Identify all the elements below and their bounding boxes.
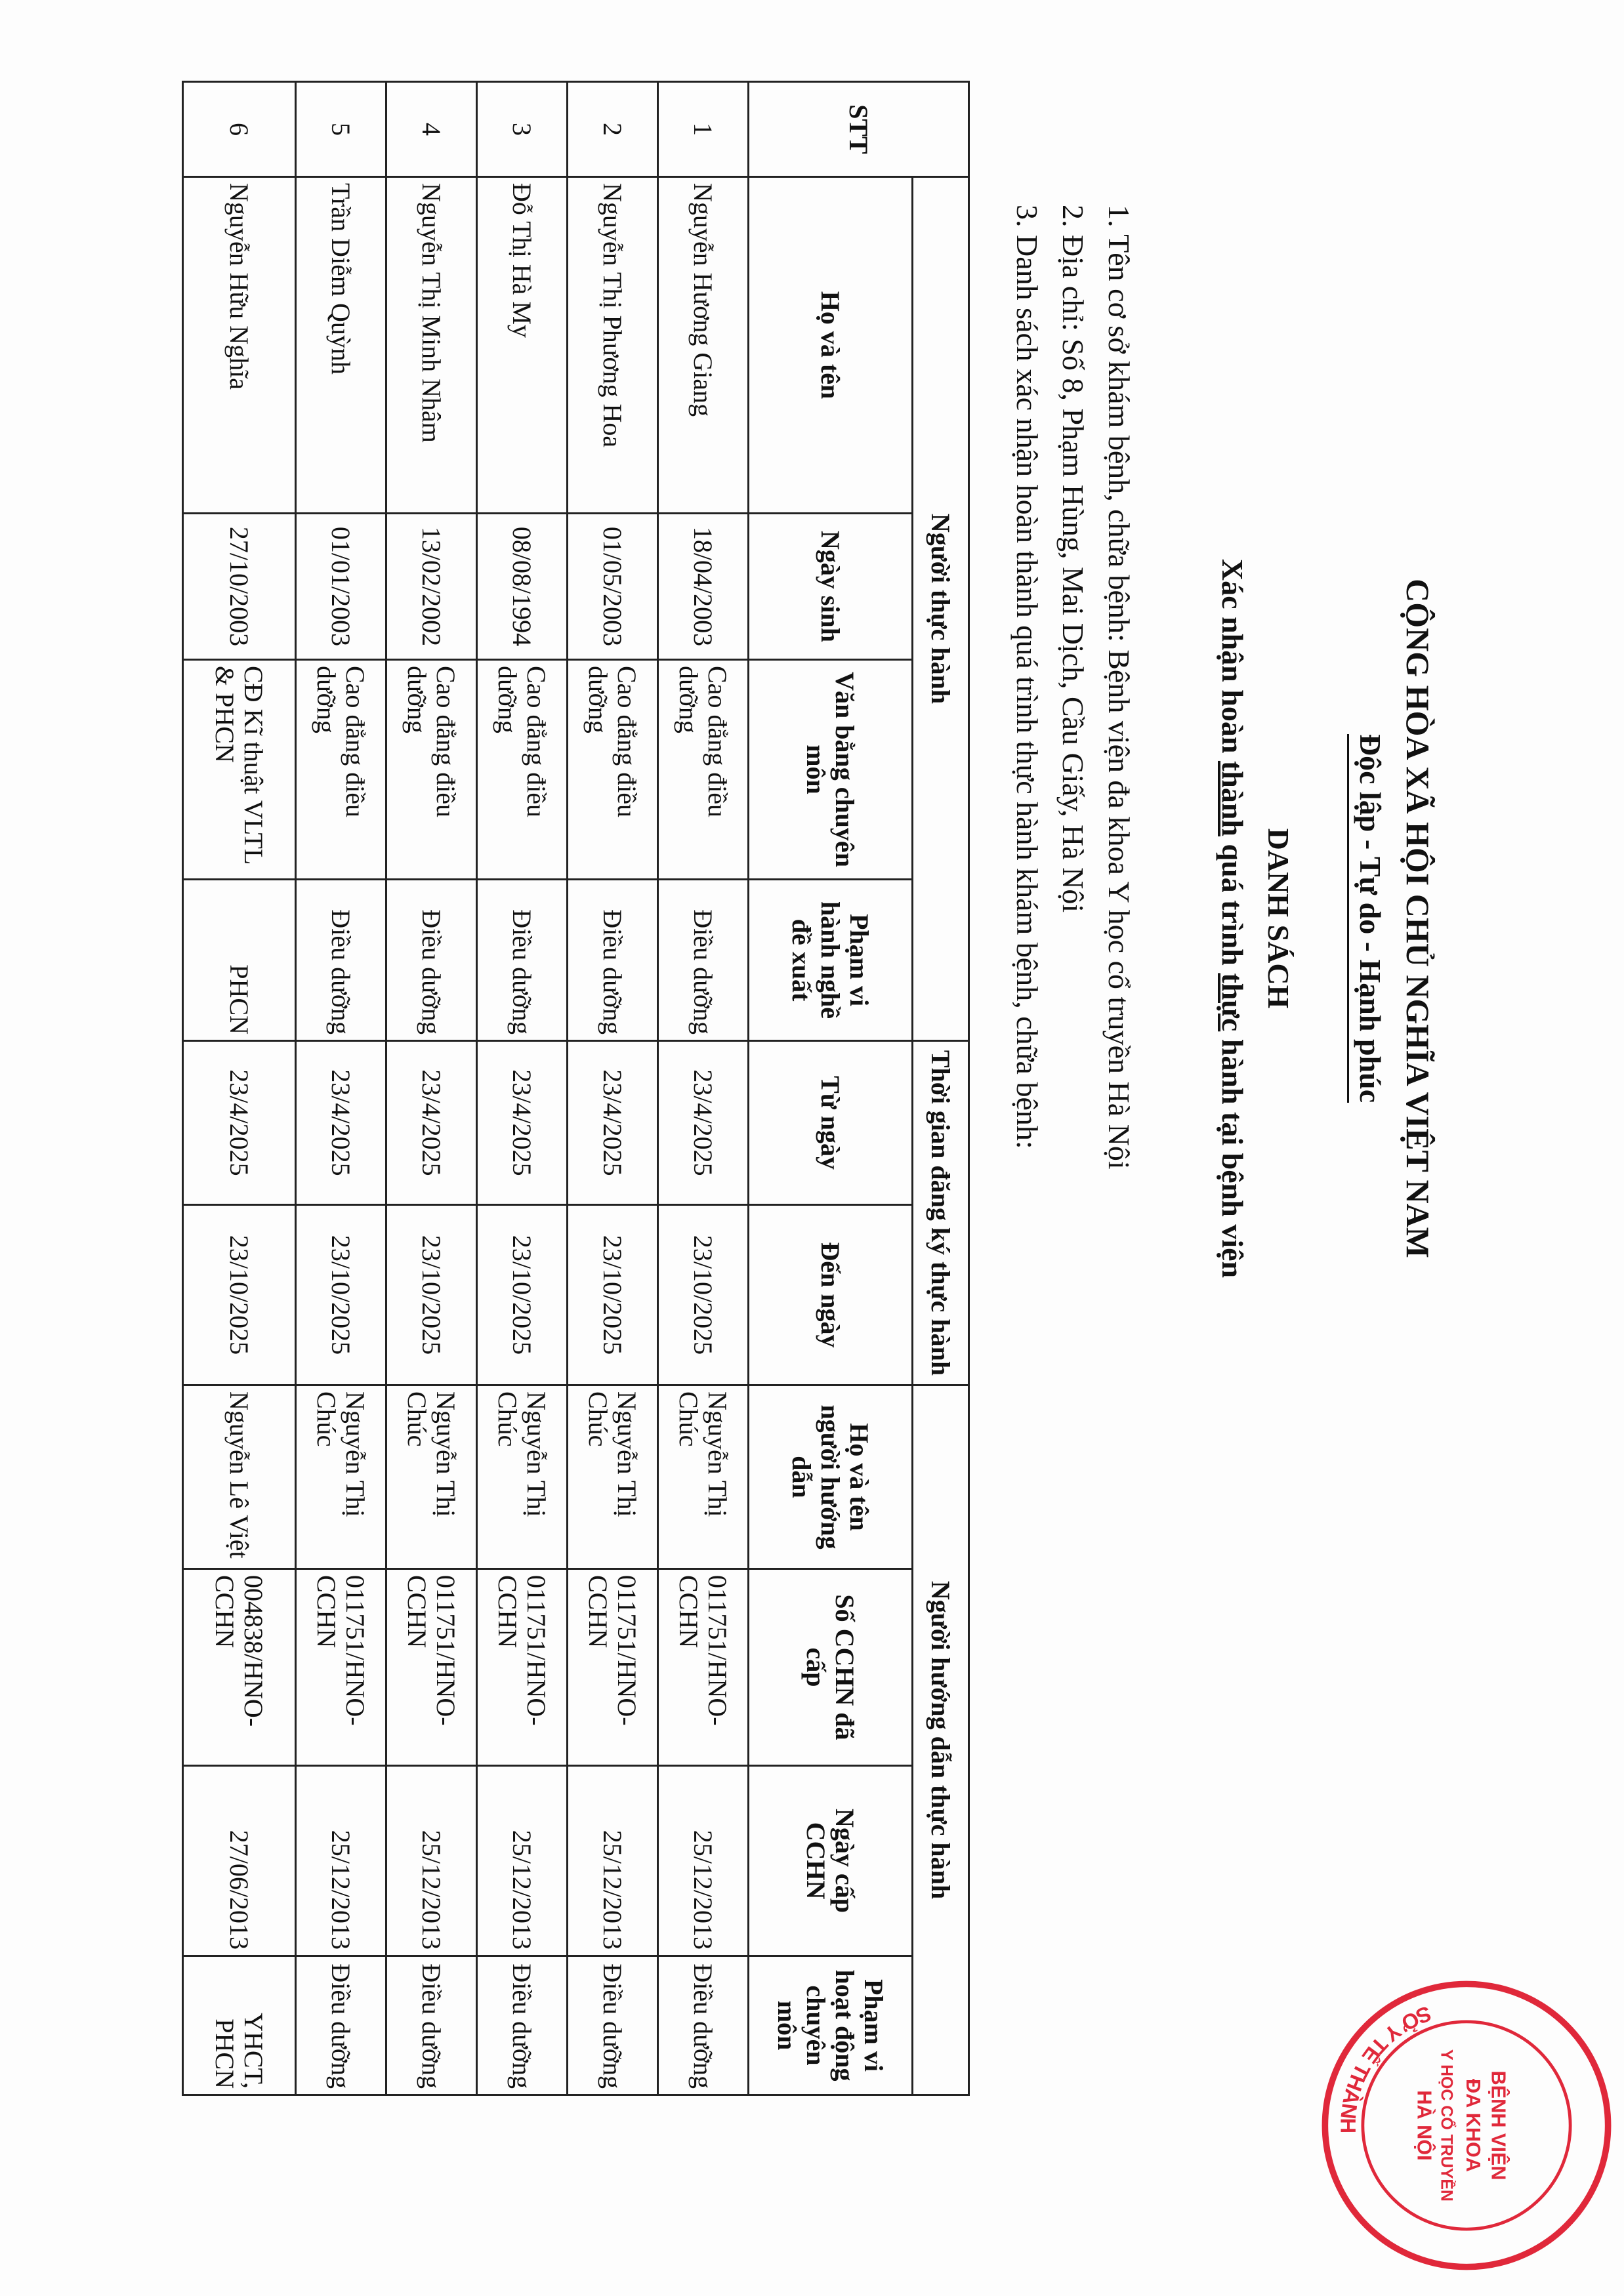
cell-supervisor: Nguyễn Lê Việt bbox=[183, 1385, 296, 1569]
document-subtitle bbox=[1215, 0, 1250, 1837]
cell-dob: 13/02/2002 bbox=[386, 514, 477, 660]
cell-to: 23/10/2025 bbox=[386, 1205, 477, 1385]
cell-dob: 18/04/2003 bbox=[658, 514, 749, 660]
header-stt: STT bbox=[749, 82, 969, 177]
cell-dob: 01/05/2003 bbox=[568, 514, 658, 660]
cell-name: Nguyễn Thị Phương Hoa bbox=[568, 177, 658, 514]
subtitle-part: hành tại bệnh viện bbox=[1216, 1031, 1249, 1279]
cell-supervisor: Nguyễn Thị Chúc bbox=[296, 1385, 386, 1569]
cell-name: Nguyễn Hương Giang bbox=[658, 177, 749, 514]
cell-scope: Điều dưỡng bbox=[477, 880, 568, 1041]
col-license-no: Số CCHN đã cấp bbox=[749, 1569, 913, 1766]
cell-from: 23/4/2025 bbox=[568, 1041, 658, 1205]
cell-scope: Điều dưỡng bbox=[568, 880, 658, 1041]
stamp-outer-text: SỞ Y TẾ THÀNH bbox=[1336, 2001, 1435, 2134]
cell-from: 23/4/2025 bbox=[477, 1041, 568, 1205]
col-supervisor-name: Họ và tên người hướng dẫn bbox=[749, 1385, 913, 1569]
cell-scope: Điều dưỡng bbox=[658, 880, 749, 1041]
table-row bbox=[296, 82, 386, 2095]
cell-stt: 6 bbox=[183, 82, 296, 177]
cell-name: Trần Diễm Quỳnh bbox=[296, 177, 386, 514]
cell-degree: Cao đẳng điều dưỡng bbox=[477, 660, 568, 880]
cell-supervisor: Nguyễn Thị Chúc bbox=[386, 1385, 477, 1569]
col-to: Đến ngày bbox=[749, 1205, 913, 1385]
cell-activity-scope: YHCT, PHCN bbox=[183, 1956, 296, 2095]
cell-from: 23/4/2025 bbox=[386, 1041, 477, 1205]
info-facility: 1. Tên cơ sở khám bệnh, chữa bệnh: Bệnh viện đa khoa Y học cổ truyền Hà Nội bbox=[1102, 205, 1136, 1170]
stamp-text: Y HỌC CỔ TRUYỀN bbox=[1437, 2049, 1456, 2202]
cell-scope: PHCN bbox=[183, 880, 296, 1041]
col-dob: Ngày sinh bbox=[749, 514, 913, 660]
cell-dob: 27/10/2003 bbox=[183, 514, 296, 660]
cell-name: Nguyễn Hữu Nghĩa bbox=[183, 177, 296, 514]
cell-from: 23/4/2025 bbox=[658, 1041, 749, 1205]
cell-license-no: 011751/HNO-CCHN bbox=[658, 1569, 749, 1766]
cell-from: 23/4/2025 bbox=[183, 1041, 296, 1205]
cell-license-date: 25/12/2013 bbox=[296, 1766, 386, 1956]
cell-license-date: 25/12/2013 bbox=[568, 1766, 658, 1956]
header-practitioner: Người thực hành bbox=[913, 177, 969, 1041]
hospital-stamp bbox=[1316, 1975, 1617, 2276]
nation-heading: CỘNG HÒA XÃ HỘI CHỦ NGHĨA VIỆT NAM bbox=[1400, 579, 1436, 1258]
cell-activity-scope: Điều dưỡng bbox=[477, 1956, 568, 2095]
col-from: Từ ngày bbox=[749, 1041, 913, 1205]
cell-stt: 4 bbox=[386, 82, 477, 177]
motto bbox=[1347, 0, 1388, 1837]
cell-degree: Cao đẳng điều dưỡng bbox=[658, 660, 749, 880]
info-address: 2. Địa chỉ: Số 8, Phạm Hùng, Mai Dịch, Cầu Giấy, Hà Nội bbox=[1056, 205, 1090, 913]
cell-license-date: 25/12/2013 bbox=[386, 1766, 477, 1956]
col-activity-scope: Phạm vi hoạt động chuyên môn bbox=[749, 1956, 913, 2095]
cell-activity-scope: Điều dưỡng bbox=[568, 1956, 658, 2095]
cell-to: 23/10/2025 bbox=[296, 1205, 386, 1385]
subtitle-part: thành bbox=[1216, 760, 1249, 837]
stamp-text: BỆNH VIỆN bbox=[1487, 2070, 1510, 2181]
cell-activity-scope: Điều dưỡng bbox=[658, 1956, 749, 2095]
subtitle-part: quá trình bbox=[1216, 836, 1249, 974]
cell-degree: Cao đẳng điều dưỡng bbox=[386, 660, 477, 880]
cell-supervisor: Nguyễn Thị Chúc bbox=[568, 1385, 658, 1569]
header-period: Thời gian đăng ký thực hành bbox=[913, 1041, 969, 1385]
cell-dob: 08/08/1994 bbox=[477, 514, 568, 660]
motto-text: Độc lập - Tự do - Hạnh phúc bbox=[1347, 734, 1388, 1103]
col-scope: Phạm vi hành nghề đề xuất bbox=[749, 880, 913, 1041]
subtitle-part: thực bbox=[1216, 973, 1249, 1032]
cell-license-no: 011751/HNO-CCHN bbox=[296, 1569, 386, 1766]
cell-supervisor: Nguyễn Thị Chúc bbox=[658, 1385, 749, 1569]
cell-degree: CĐ Kĩ thuật VLTL & PHCN bbox=[183, 660, 296, 880]
table-row bbox=[568, 82, 658, 2095]
table-row bbox=[658, 82, 749, 2095]
cell-activity-scope: Điều dưỡng bbox=[386, 1956, 477, 2095]
cell-to: 23/10/2025 bbox=[183, 1205, 296, 1385]
cell-license-no: 004838/HNO-CCHN bbox=[183, 1569, 296, 1766]
cell-dob: 01/01/2003 bbox=[296, 514, 386, 660]
info-list bbox=[1004, 205, 1142, 1170]
cell-stt: 5 bbox=[296, 82, 386, 177]
cell-to: 23/10/2025 bbox=[658, 1205, 749, 1385]
practice-table bbox=[182, 81, 970, 2096]
cell-stt: 1 bbox=[658, 82, 749, 177]
header-supervisor: Người hướng dẫn thực hành bbox=[913, 1385, 969, 2095]
cell-from: 23/4/2025 bbox=[296, 1041, 386, 1205]
cell-to: 23/10/2025 bbox=[477, 1205, 568, 1385]
table-row bbox=[386, 82, 477, 2095]
table-row bbox=[477, 82, 568, 2095]
table-row bbox=[183, 82, 296, 2095]
cell-name: Nguyễn Thị Minh Nhâm bbox=[386, 177, 477, 514]
info-list-description: 3. Danh sách xác nhận hoàn thành quá trình thực hành khám bệnh, chữa bệnh: bbox=[1010, 205, 1044, 1149]
col-name: Họ và tên bbox=[749, 177, 913, 514]
cell-license-date: 25/12/2013 bbox=[477, 1766, 568, 1956]
cell-license-date: 25/12/2013 bbox=[658, 1766, 749, 1956]
cell-license-no: 011751/HNO-CCHN bbox=[386, 1569, 477, 1766]
col-license-date: Ngày cấp CCHN bbox=[749, 1766, 913, 1956]
cell-name: Đỗ Thị Hà My bbox=[477, 177, 568, 514]
document-title: DANH SÁCH bbox=[1262, 828, 1295, 1009]
cell-license-date: 27/06/2013 bbox=[183, 1766, 296, 1956]
cell-scope: Điều dưỡng bbox=[386, 880, 477, 1041]
subtitle-part: Xác nhận hoàn bbox=[1216, 558, 1249, 761]
cell-degree: Cao đẳng điều dưỡng bbox=[568, 660, 658, 880]
stamp-text: HÀ NỘI bbox=[1413, 2090, 1436, 2161]
stamp-text: ĐA KHOA bbox=[1462, 2079, 1484, 2172]
cell-to: 23/10/2025 bbox=[568, 1205, 658, 1385]
cell-license-no: 011751/HNO-CCHN bbox=[568, 1569, 658, 1766]
cell-degree: Cao đẳng điều dưỡng bbox=[296, 660, 386, 880]
cell-license-no: 011751/HNO-CCHN bbox=[477, 1569, 568, 1766]
cell-scope: Điều dưỡng bbox=[296, 880, 386, 1041]
cell-supervisor: Nguyễn Thị Chúc bbox=[477, 1385, 568, 1569]
cell-stt: 2 bbox=[568, 82, 658, 177]
col-degree: Văn bằng chuyên môn bbox=[749, 660, 913, 880]
cell-activity-scope: Điều dưỡng bbox=[296, 1956, 386, 2095]
cell-stt: 3 bbox=[477, 82, 568, 177]
